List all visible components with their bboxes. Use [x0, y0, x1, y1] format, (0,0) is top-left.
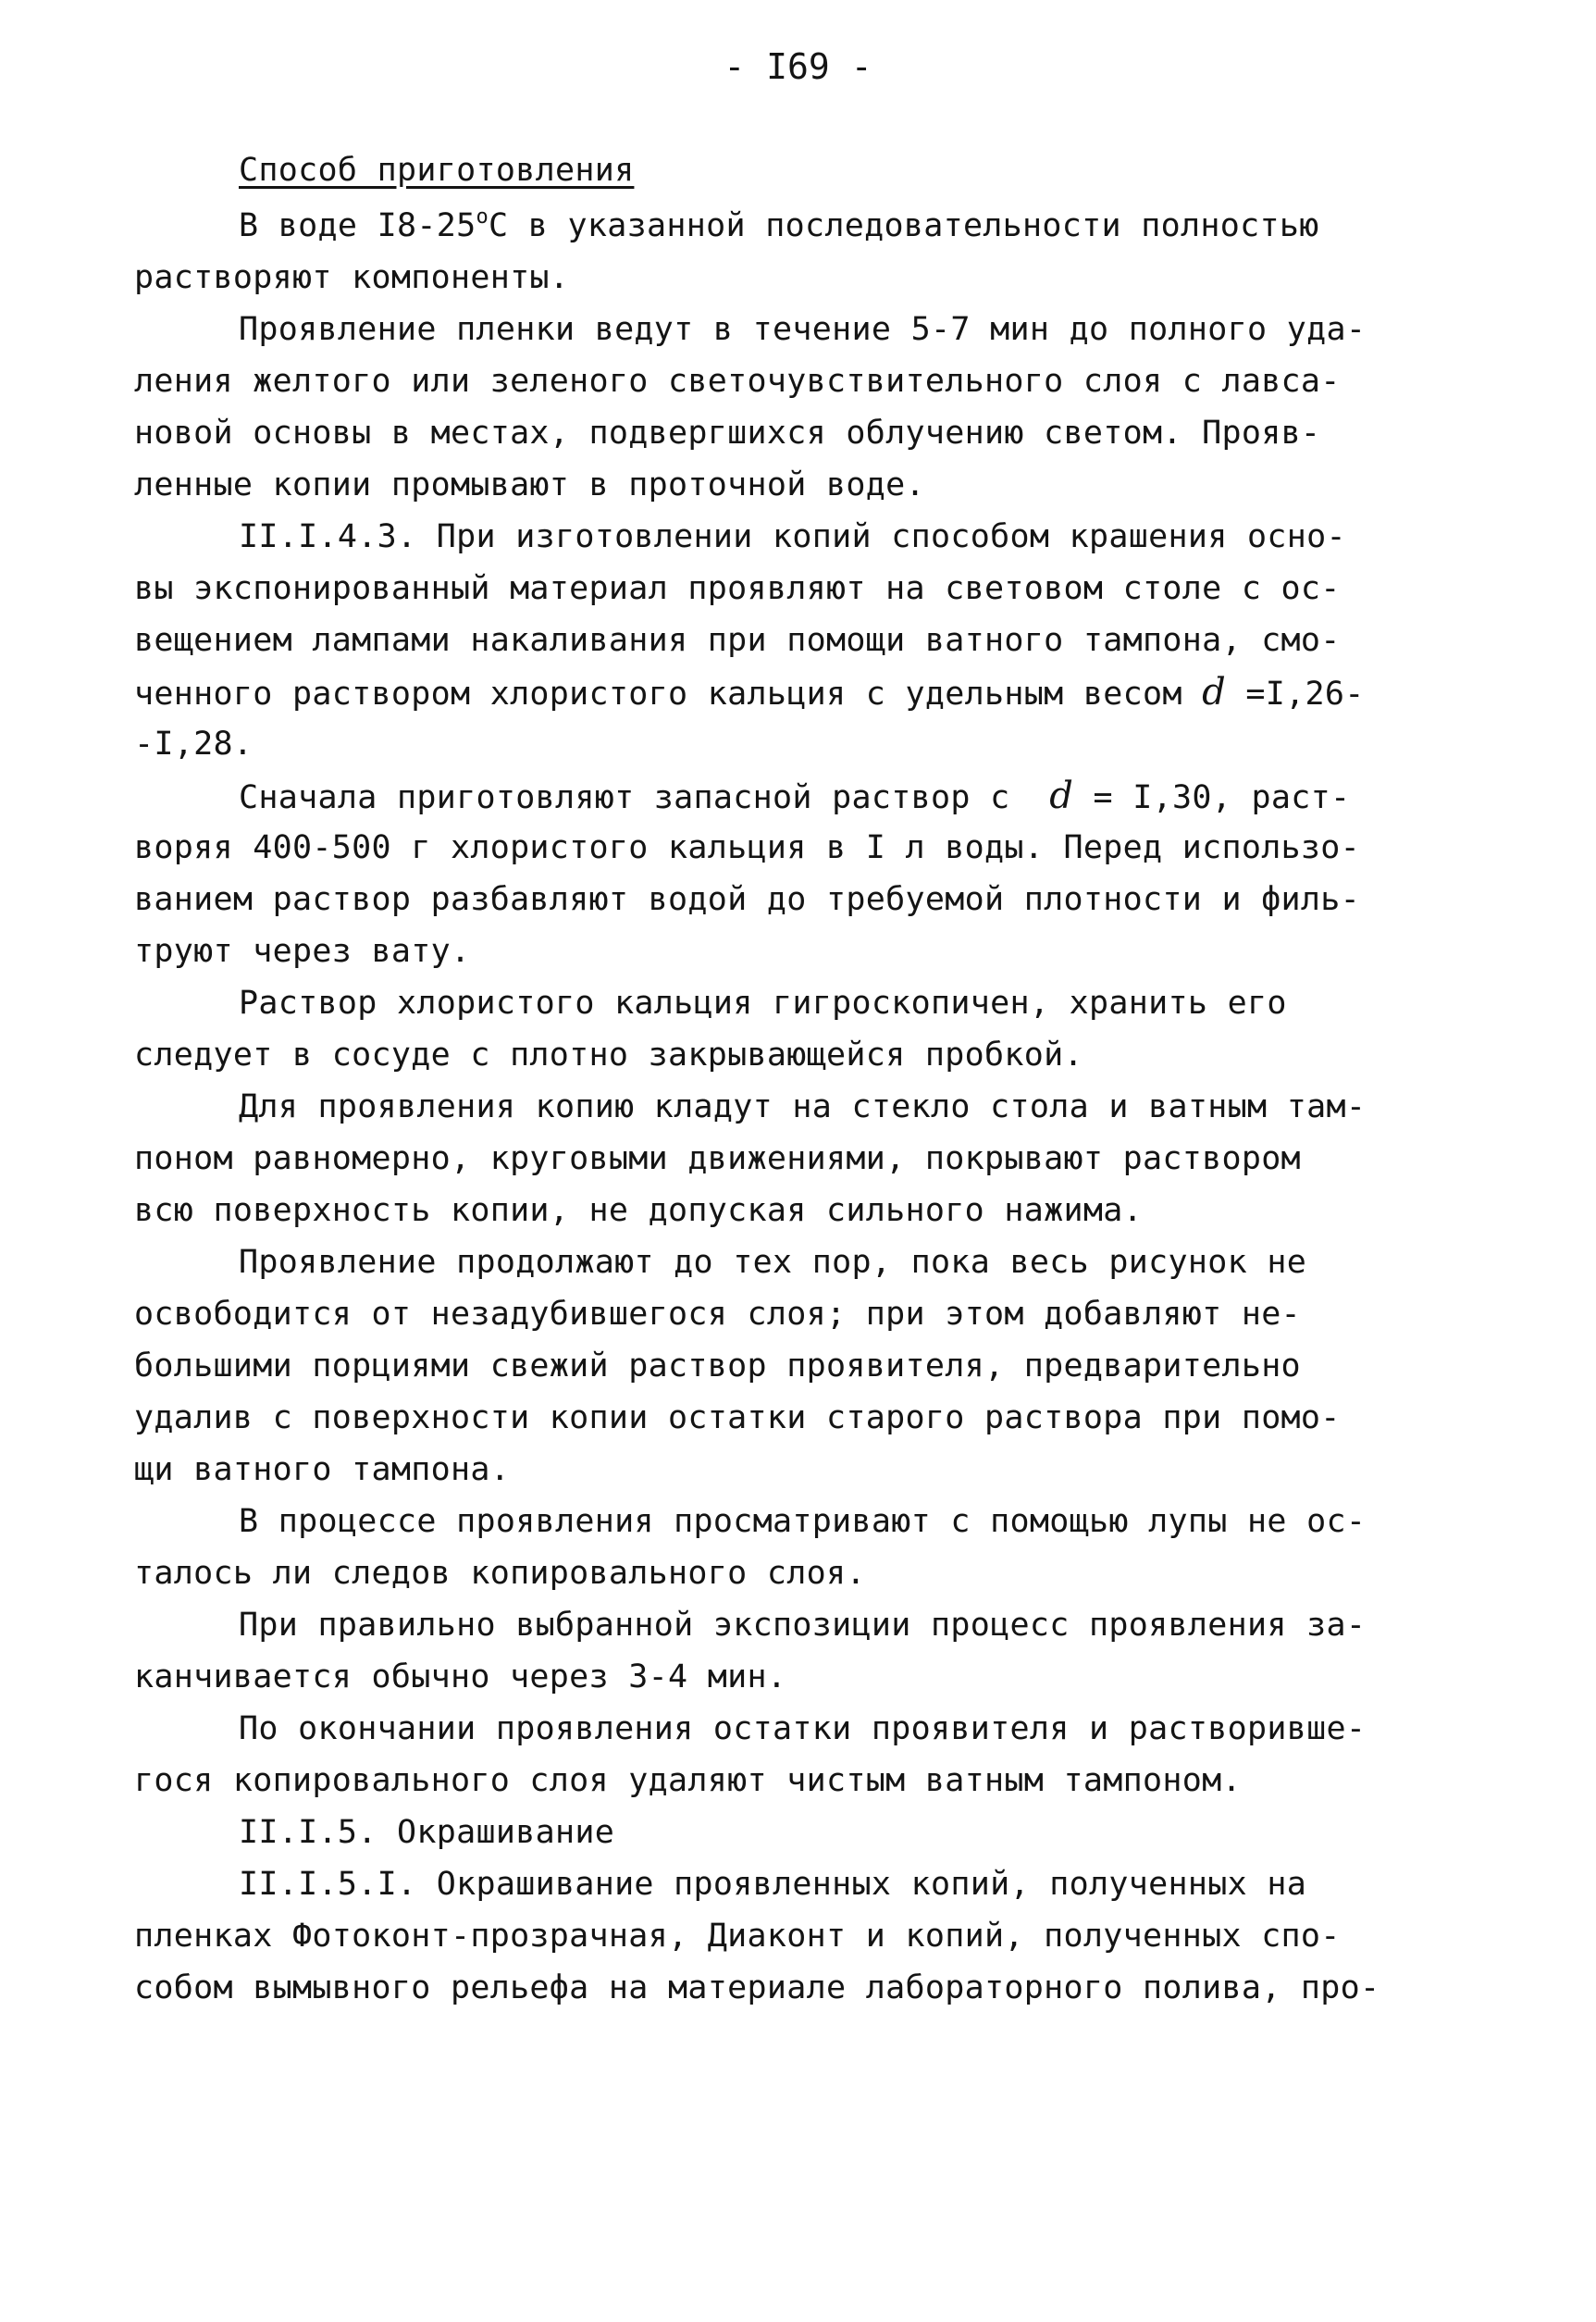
text-line: Проявление пленки ведут в течение 5-7 мин до полного уда- — [239, 311, 1367, 348]
text-line: освободится от незадубившегося слоя; при этом добавляют не- — [134, 1296, 1301, 1333]
text-line: ления желтого или зеленого светочувствительного слоя с лавса- — [134, 363, 1341, 400]
section-heading: Способ приготовления — [239, 152, 635, 189]
text-line: воряя 400-500 г хлористого кальция в I л воды. Перед использо- — [134, 829, 1361, 866]
text-line: Для проявления копию кладут на стекло стола и ватным там- — [239, 1088, 1367, 1125]
degree-superscript: о — [476, 205, 489, 229]
text-line: растворяют компоненты. — [134, 259, 570, 296]
text-line: Проявление продолжают до тех пор, пока весь рисунок не — [239, 1244, 1307, 1281]
text-line: вы экспонированный материал проявляют на световом столе с ос- — [134, 570, 1341, 607]
text-line: вещением лампами накаливания при помощи ватного тампона, смо- — [134, 622, 1341, 659]
text-line — [239, 776, 1350, 818]
text-line: По окончании проявления остатки проявителя и растворивше- — [239, 1710, 1367, 1747]
text-fragment: новой основы в местах, подвергшихся облучению светом. Проя — [134, 415, 1281, 452]
text-line: II.I.5.I. Окрашивание проявленных копий, полученных на — [239, 1866, 1307, 1903]
text-fragment: =I,26- — [1225, 676, 1365, 713]
text-line: канчивается обычно через 3-4 мин. — [134, 1658, 787, 1695]
text-line: поном равномерно, круговыми движениями, покрывают раствором — [134, 1140, 1301, 1177]
text-fragment: Сначала приготовляют запасной раствор с — [239, 779, 1050, 816]
text-line: большими порциями свежий раствор проявителя, предварительно — [134, 1347, 1301, 1385]
text-fragment: в- — [1281, 415, 1321, 452]
text-line: следует в сосуде с плотно закрывающейся пробкой. — [134, 1037, 1083, 1074]
text-line: щи ватного тампона. — [134, 1451, 511, 1488]
text-line: собом вымывного рельефа на материале лабораторного полива, про- — [134, 1969, 1380, 2006]
text-line: удалив с поверхности копии остатки старого раствора при помо- — [134, 1399, 1341, 1436]
text-fragment: ченного раствором хлористого кальция с удельным весом — [134, 676, 1203, 713]
text-line: ванием раствор разбавляют водой до требуемой плотности и филь- — [134, 881, 1361, 918]
text-line — [134, 413, 1320, 453]
text-fragment: С в указанной последовательности полностью — [489, 207, 1319, 244]
text-line: ленные копии промывают в проточной воде. — [134, 466, 925, 503]
text-line: В процессе проявления просматривают с помощью лупы не ос- — [239, 1503, 1367, 1540]
text-line: При правильно выбранной экспозиции процесс проявления за- — [239, 1607, 1367, 1644]
text-line: гося копировального слоя удаляют чистым ватным тампоном. — [134, 1762, 1242, 1799]
text-fragment: = I,30, раст- — [1073, 779, 1351, 816]
text-line: Раствор хлористого кальция гигроскопичен, хранить его — [239, 985, 1287, 1022]
text-line: -I,28. — [134, 726, 254, 763]
page-number: - I69 - — [724, 46, 872, 87]
density-symbol: d — [1049, 775, 1074, 817]
text-line: II.I.4.3. При изготовлении копий способом крашения осно- — [239, 518, 1346, 555]
text-line — [239, 205, 1319, 246]
subsection-heading: II.I.5. Окрашивание — [239, 1814, 615, 1851]
text-line — [134, 672, 1365, 714]
text-line: труют через вату. — [134, 933, 471, 970]
density-symbol: d — [1202, 671, 1226, 714]
text-line: всю поверхность копии, не допуская сильного нажима. — [134, 1192, 1143, 1229]
text-fragment: В воде I8-25 — [239, 207, 476, 244]
text-line: талось ли следов копировального слоя. — [134, 1555, 866, 1592]
text-line: пленках Фотоконт-прозрачная, Диаконт и копий, полученных спо- — [134, 1918, 1341, 1955]
